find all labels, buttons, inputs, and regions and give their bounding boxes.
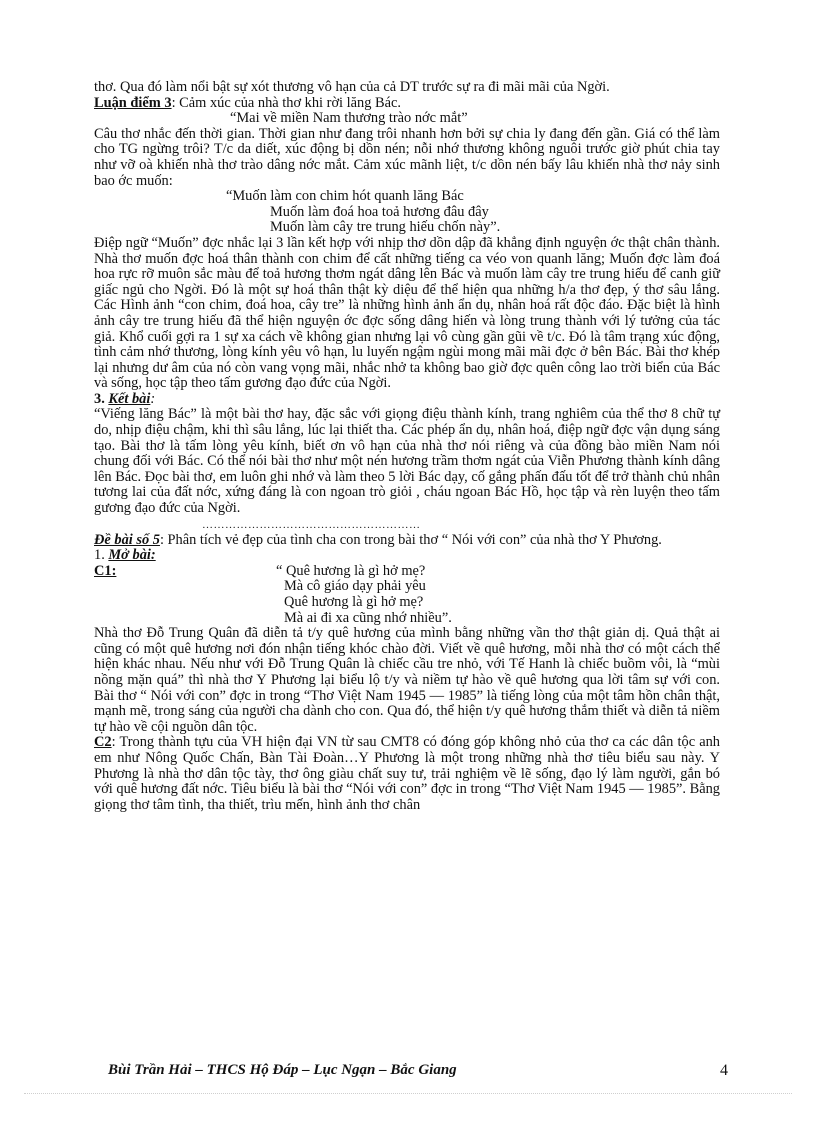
section-heading-ld3 <box>94 96 720 112</box>
paragraph-c2 <box>94 735 720 813</box>
section-heading-mobai <box>94 548 720 564</box>
page-bottom-rule <box>24 1093 792 1094</box>
section-label: Luận điểm 3 <box>94 94 172 111</box>
section-label: Kết bài <box>108 390 151 407</box>
assignment-heading <box>94 533 720 549</box>
section-heading-ketbai <box>94 392 720 408</box>
poem-line: “ Quê hương là gì hở mẹ? <box>276 562 426 579</box>
page-footer <box>108 1062 728 1080</box>
section-label: Mở bài: <box>108 547 156 564</box>
page-number: 4 <box>720 1062 728 1079</box>
poem-line: Muốn làm cây tre trung hiếu chốn này”. <box>270 219 501 236</box>
footer-author: Bùi Trần Hải – THCS Hộ Đáp – Lục Ngạn – Bắc Giang <box>108 1062 457 1078</box>
c2-text: : Trong thành tựu của VH hiện đại VN từ sau CMT8 có đóng góp không nhỏ của thơ ca các dân tộc anh em như Nông Quốc Chấn, Bàn Tài Đoàn…Y Phương là một trong những nhà thơ tiêu biểu sau này. Y Phương là nhà thơ dân tộc tày, thơ ông giàu chất suy tư, trải nghiệm về lẽ sống, đạo lý làm người, gắn bó với quê hương đất nớc. Tiêu biểu là bài thơ “Nói với con” đợc in trong “Thơ Việt Nam 1945 — 1985”. Bằng giọng thơ tâm tình, tha thiết, trìu mến, hình ảnh thơ chân <box>94 734 720 813</box>
section-text: : Cảm xúc của nhà thơ khi rời lăng Bác. <box>171 94 401 111</box>
document-body <box>94 80 720 813</box>
assignment-text: : Phân tích vẻ đẹp của tình cha con trong bài thơ “ Nói với con” của nhà thơ Y Phương. <box>159 531 662 548</box>
poem-quote: “Mai về miền Nam thương trào nớc mắt” <box>230 110 468 127</box>
poem-line: “Muốn làm con chim hót quanh lăng Bác <box>226 188 464 205</box>
section-number: 1. <box>94 547 109 564</box>
paragraph-time: Câu thơ nhắc đến thời gian. Thời gian như đang trôi nhanh hơn bởi sự chia ly đang đến gần. Giá có thể làm cho TG ngừng trôi? T/c da diết, xúc động bị dồn nén; nỗi nhớ thương không nguôi trước giờ phút chia tay như vỡ oà khiến nhà thơ trào dâng nớc mắt. Cảm xúc mãnh liệt, t/c dồn nén bấy lâu khiến nhà thơ nảy sinh bao ớc muốn: <box>94 125 720 189</box>
poem-line: Mà ai đi xa cũng nhớ nhiều”. <box>284 609 452 626</box>
poem-line: Muốn làm đoá hoa toả hương đâu đây <box>270 203 489 220</box>
c2-label: C2 <box>94 734 112 751</box>
c1-label: C1: <box>94 562 117 579</box>
paragraph-conclusion: “Viếng lăng Bác” là một bài thơ hay, đặc sắc với giọng điệu thành kính, trang nghiêm của thể thơ 8 chữ tự do, nhịp điệu chậm, khi thì sâu lắng, lúc lại thiết tha. Các phép ẩn dụ, nhân hoá, điệp ngữ đợc vận dụng sáng tạo. Bài thơ là tấm lòng yêu kính, biết ơn vô hạn của nhà thơ nói riêng và của đồng bào miền Nam nói chung đối với Bác. Có thể nói bài thơ như một nén hương trầm thơm ngát của Viễn Phương thành kính dâng lên Bác. Đọc bài thơ, em luôn ghi nhớ và làm theo 5 lời Bác dạy, cố gắng phấn đấu tốt để trở thành chủ nhân tương lai của đất nớc, xứng đáng là con ngoan trò giỏi , cháu ngoan Bác Hồ, học tập và rèn luyện theo tấm gương đạo đức của Ngời. <box>94 406 720 517</box>
separator-dots: ………………………………………………… <box>202 518 421 531</box>
c1-block <box>94 564 720 626</box>
paragraph-analysis: Điệp ngữ “Muốn” đợc nhắc lại 3 lần kết hợp với nhịp thơ dồn dập đã khẳng định nguyện ớc thật chân thành. Nhà thơ muốn đợc hoá thân thành con chim để cất những tiếng ca véo von quanh lăng; Muốn đợc làm đoá hoa rực rỡ muôn sắc màu để toả hương thơm ngát dâng lên Bác và muốn làm cây tre trung hiếu để canh giữ giấc ngủ cho Ngời. Đó là một sự hoá thân thật kỳ diệu để thể hiện qua những h/a thơ đẹp, ý thơ sâu lắng. Các Hình ảnh “con chim, đoá hoa, cây tre” là những hình ảnh ẩn dụ, nhân hoá rất độc đáo. Đặc biệt là hình ảnh cây tre trung hiếu đã thể hiện nguyện ớc đợc sống dâng hiến và lòng trung thành với lý tưởng của tác giả. Khổ cuối gợi ra 1 sự xa cách về không gian nhưng lại vô cùng gần gũi về t/c. Đó là tâm trạng xúc động, tình cảm nhớ thương, lòng kính yêu vô hạn, lu luyến ngậm ngùi mong mãi mãi đợc ở bên Bác. Bài thơ khép lại nhưng dư âm của nó còn vang vọng mãi, nhắc nhở ta không bao giờ đợc quên công lao trời biển của Bác và sống, học tập theo tấm gương đạo đức của Ngời. <box>94 234 720 392</box>
assignment-label: Đề bài số 5 <box>94 531 160 548</box>
section-number: 3. <box>94 390 109 407</box>
poem-line: Quê hương là gì hở mẹ? <box>284 594 424 610</box>
paragraph-c1: Nhà thơ Đỗ Trung Quân đã diễn tả t/y quê hương của mình bằng những vần thơ thật giản dị. Quả thật ai cũng có một quê hương nơi đón nhận tiếng khóc chào đời. Viết về quê hương, mỗi nhà thơ có một cách thể hiện khác nhau. Nếu như với Đỗ Trung Quân là chiếc cầu tre nhỏ, với Tế Hanh là chiếc buồm vôi, là “mùi nồng mặn quá” thì nhà thơ Y Phương lại biểu lộ t/y và niềm tự hào về quê hương qua lời tâm sự với con. Bài thơ “ Nói với con” đợc in trong “Thơ Việt Nam 1945 — 1985” là tiếng lòng của một tâm hồn chân thật, mạnh mẽ, trong sáng của người cha dành cho con. Qua đó, thể hiện t/y quê hương thắm thiết và diễn tả niềm tự hào về cội nguồn dân tộc. <box>94 625 720 735</box>
section-suffix: : <box>150 390 156 407</box>
poem-line: Mà cô giáo dạy phải yêu <box>284 578 426 595</box>
paragraph-intro: thơ. Qua đó làm nổi bật sự xót thương vô hạn của cả DT trước sự ra đi mãi mãi của Ngời. <box>94 79 610 95</box>
